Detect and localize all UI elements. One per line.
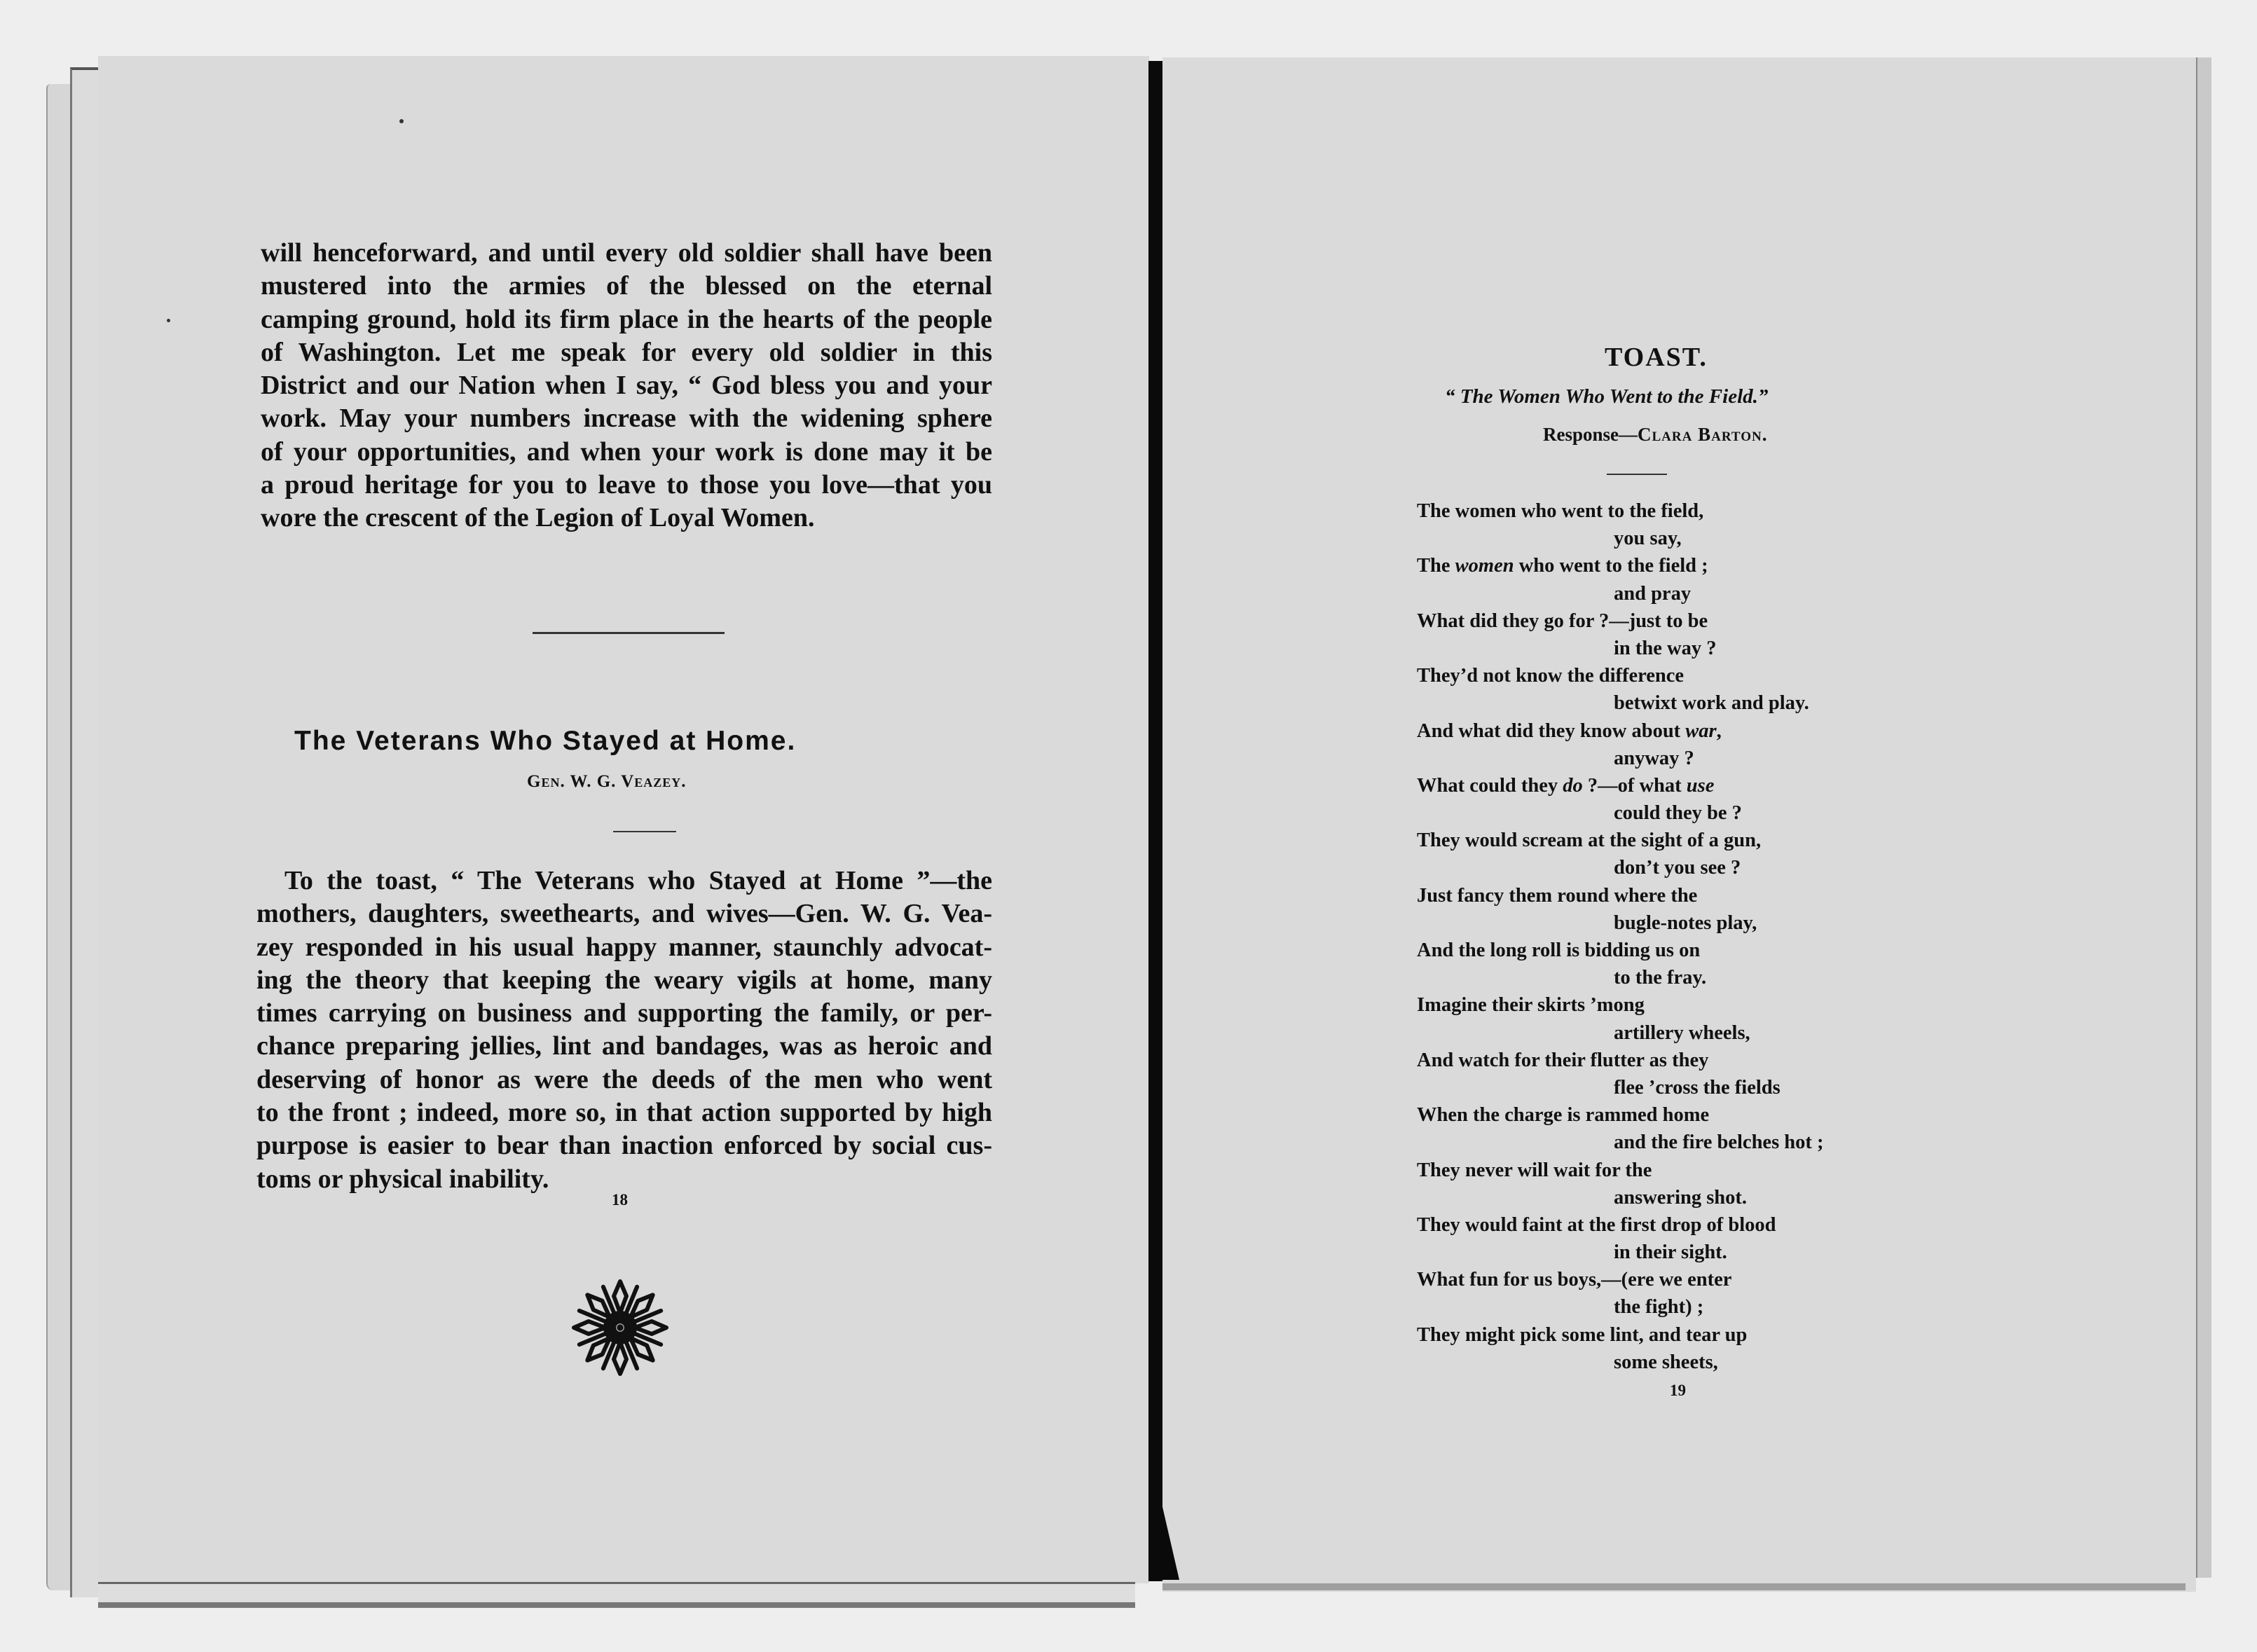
poem-line-continuation: could they be ?: [1614, 802, 1742, 825]
toast-heading: TOAST.: [1605, 343, 1708, 372]
poem-line-continuation: bugle-notes play,: [1614, 911, 1757, 934]
text-line: deserving of honor as were the deeds of the men who went: [256, 1064, 992, 1094]
text-line: purpose is easier to bear than inaction enforced by social cus-: [256, 1131, 992, 1161]
text-line: To the toast, “ The Veterans who Stayed at Home ”—the: [284, 866, 992, 895]
book-spine-gutter: [1148, 61, 1162, 1581]
paper-speck: [167, 319, 170, 322]
poem-emphasis: do: [1563, 774, 1583, 797]
right-page-stack-edge: [2196, 57, 2211, 1578]
poem-text: ,: [1716, 720, 1722, 742]
text-line: to the front ; indeed, more so, in that action supported by high: [256, 1098, 992, 1128]
page-number-right: 19: [1670, 1382, 1686, 1399]
text-line: chance preparing jellies, lint and bandages, was as heroic and: [256, 1031, 992, 1061]
text-line: a proud heritage for you to leave to those you love—that you: [261, 470, 992, 500]
poem-emphasis: war: [1685, 720, 1717, 742]
poem-line-continuation: the fight) ;: [1614, 1296, 1704, 1319]
poem-emphasis: use: [1686, 774, 1715, 797]
text-line: camping ground, hold its firm place in the hearts of the people: [261, 304, 992, 334]
poem-line: They would faint at the first drop of blood: [1417, 1213, 1776, 1236]
poem-line: The women who went to the field,: [1417, 500, 1704, 522]
text-line: times carrying on business and supporting the family, or per-: [256, 998, 992, 1028]
left-bottom-edge: [98, 1582, 1135, 1608]
poem-emphasis: women: [1455, 555, 1514, 577]
poem-line: And the long roll is bidding us on: [1417, 939, 1701, 961]
poem-line: [1417, 552, 1907, 579]
response-label: Response—: [1543, 424, 1638, 445]
poem-line-continuation: betwixt work and play.: [1614, 692, 1809, 715]
poem-text: And what did they know about: [1417, 720, 1686, 742]
text-line: zey responded in his usual happy manner, staunchly advocat-: [256, 932, 992, 962]
text-line: will henceforward, and until every old soldier shall have been: [261, 238, 992, 268]
text-line: mustered into the armies of the blessed on the eternal: [261, 271, 992, 301]
poem-line-continuation: in the way ?: [1614, 637, 1717, 659]
poem-text: The: [1417, 555, 1455, 577]
page-number-left: 18: [612, 1191, 628, 1209]
poem-line-continuation: flee ’cross the fields: [1614, 1076, 1781, 1099]
poem-line: Just fancy them round where the: [1417, 884, 1698, 907]
right-bottom-edge: [1162, 1583, 2186, 1590]
section-byline: Gen. W. G. Veazey.: [527, 772, 687, 791]
response-name: Clara Barton.: [1638, 424, 1768, 445]
poem-line: [1417, 717, 1907, 745]
section-body-paragraph: [256, 865, 992, 1196]
text-line: District and our Nation when I say, “ God bless you and your: [261, 371, 992, 401]
poem: [1417, 497, 1907, 1376]
text-line: wore the crescent of the Legion of Loyal Women.: [261, 503, 815, 533]
poem-line-continuation: answering shot.: [1614, 1186, 1748, 1209]
floral-ornament-icon: [568, 1275, 673, 1380]
section-heading: The Veterans Who Stayed at Home.: [294, 726, 797, 756]
toast-title: “ The Women Who Went to the Field.”: [1445, 385, 1769, 408]
text-line: ing the theory that keeping the weary vigils at home, many: [256, 965, 992, 995]
poem-line-continuation: some sheets,: [1614, 1351, 1718, 1373]
poem-line-continuation: to the fray.: [1614, 967, 1707, 989]
text-line: of your opportunities, and when your work is done may it be: [261, 436, 992, 467]
poem-line: Imagine their skirts ’mong: [1417, 994, 1645, 1017]
poem-line-continuation: in their sight.: [1614, 1241, 1727, 1264]
text-line: toms or physical inability.: [256, 1164, 549, 1194]
poem-text: ?—of what: [1582, 774, 1687, 797]
poem-line: They might pick some lint, and tear up: [1417, 1323, 1748, 1346]
toast-response: [1543, 424, 1767, 446]
short-divider: [613, 831, 676, 832]
poem-line-continuation: anyway ?: [1614, 747, 1694, 769]
poem-text: who went to the field ;: [1514, 555, 1708, 577]
poem-line: And watch for their flutter as they: [1417, 1049, 1709, 1071]
text-line: of Washington. Let me speak for every old soldier in this: [261, 337, 992, 367]
continuation-paragraph: [261, 237, 992, 535]
poem-line-continuation: and pray: [1614, 582, 1692, 605]
poem-line: What did they go for ?—just to be: [1417, 610, 1708, 632]
text-line: work. May your numbers increase with the widening sphere: [261, 404, 992, 434]
poem-text: What could they: [1417, 774, 1563, 797]
short-divider: [1607, 474, 1667, 475]
poem-line-continuation: you say,: [1614, 528, 1682, 550]
section-divider: [533, 632, 725, 634]
poem-line: [1417, 772, 1907, 799]
poem-line-continuation: and the fire belches hot ;: [1614, 1131, 1824, 1154]
poem-line: When the charge is rammed home: [1417, 1104, 1710, 1127]
poem-line-continuation: don’t you see ?: [1614, 857, 1741, 879]
poem-line: What fun for us boys,—(ere we enter: [1417, 1269, 1732, 1291]
text-line: mothers, daughters, sweethearts, and wives—Gen. W. G. Vea-: [256, 899, 992, 929]
poem-line-continuation: artillery wheels,: [1614, 1021, 1750, 1044]
paper-speck: [399, 119, 404, 123]
poem-line: They never will wait for the: [1417, 1159, 1652, 1181]
poem-line: They’d not know the difference: [1417, 665, 1685, 687]
poem-line: They would scream at the sight of a gun,: [1417, 830, 1762, 852]
